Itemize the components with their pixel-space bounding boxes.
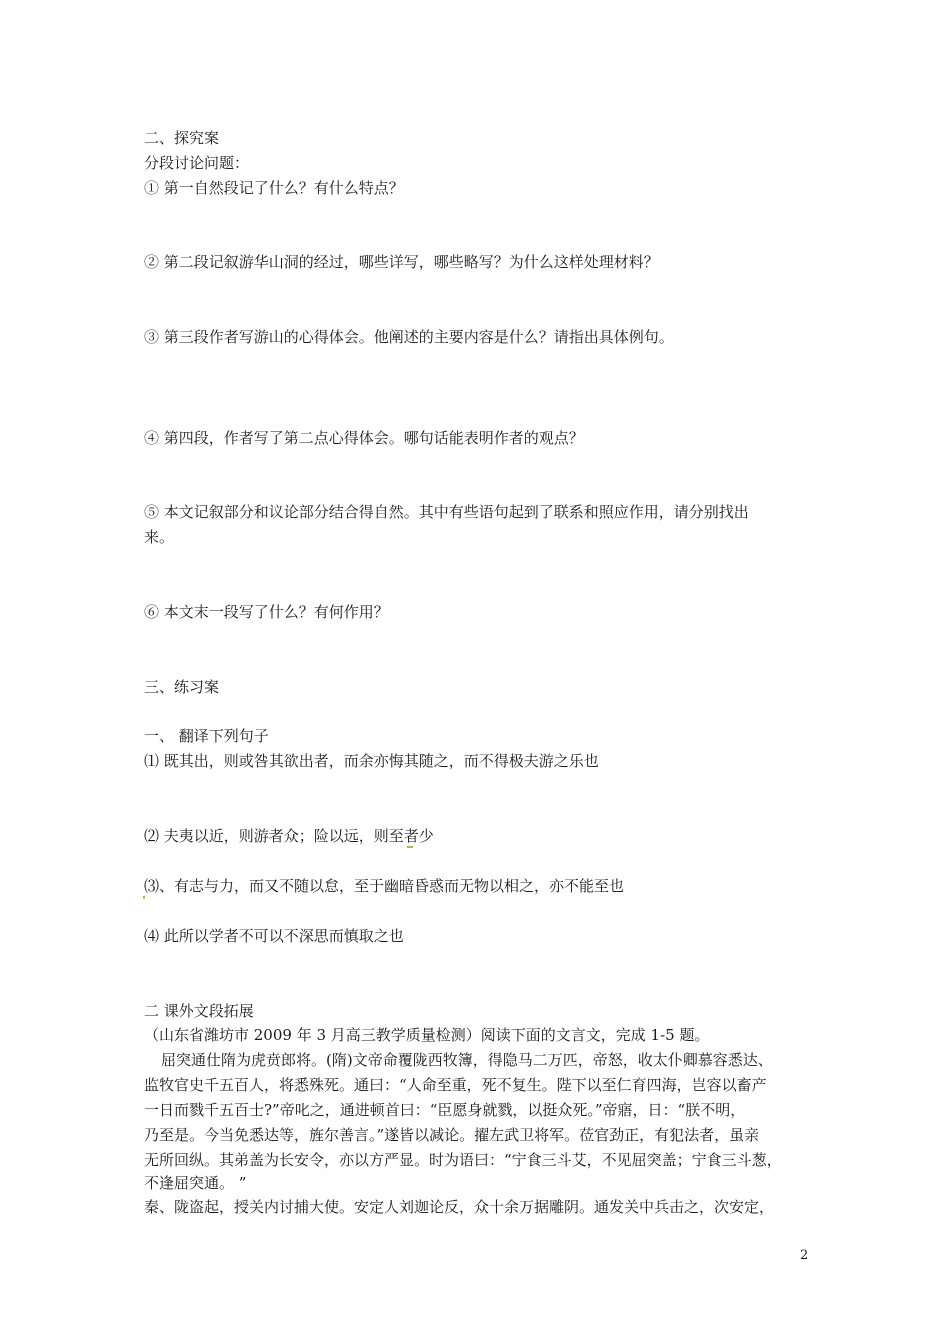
translate-sentence-2: ⑵ 夫夷以近，则游者众；险以远，则至者少: [144, 827, 434, 845]
question-1: ① 第一自然段记了什么？有什么特点？: [144, 179, 404, 197]
section-subheading: 分段讨论问题：: [144, 154, 250, 172]
part-1-heading: 一、 翻译下列句子: [144, 727, 269, 745]
question-3: ③ 第三段作者写游山的心得体会。他阐述的主要内容是什么？请指出具体例句。: [144, 328, 674, 346]
passage-line: 监牧官史千五百人，将悉殊死。通曰：“人命至重，死不复生。陛下以至仁育四海，岂容以畜产: [144, 1076, 767, 1094]
section-heading-practice: 三、练习案: [144, 678, 220, 696]
annotation-mark: [407, 846, 413, 848]
passage-line: 一日而戮千五百士?”帝叱之，通进顿首曰：“臣愿身就戮，以挺众死。”帝寤，日：“朕不明，: [144, 1101, 746, 1119]
passage-line: 不逢屈突通。 ”: [144, 1174, 247, 1192]
annotation-mark: [143, 896, 145, 899]
passage-line: 乃至是。今当免悉达等，旌尔善言。”遂皆以减论。擢左武卫将军。莅官劲正，有犯法者，虽亲: [144, 1126, 760, 1144]
page-number: 2: [800, 1248, 809, 1263]
passage-line: 无所回纵。其弟盖为长安令，亦以方严显。时为语曰：“宁食三斗艾，不见屈突盖；宁食三斗葱，: [144, 1151, 782, 1169]
question-2: ② 第二段记叙游华山洞的经过，哪些详写，哪些略写？为什么这样处理材料？: [144, 253, 659, 271]
question-5-line-2: 来。: [144, 528, 175, 546]
question-5-line-1: ⑤ 本文记叙部分和议论部分结合得自然。其中有些语句起到了联系和照应作用，请分别找出: [144, 503, 749, 521]
question-4: ④ 第四段，作者写了第二点心得体会。哪句话能表明作者的观点？: [144, 429, 584, 447]
passage-line: 屈突通仕隋为虎贲郎将。(隋)文帝命覆陇西牧簿，得隐马二万匹，帝怒，收太仆卿慕容悉达、: [161, 1051, 773, 1069]
passage-source: （山东省潍坊市 2009 年 3 月高三教学质量检测）阅读下面的文言文，完成 1-5 题。: [144, 1026, 710, 1044]
translate-sentence-4: ⑷ 此所以学者不可以不深思而慎取之也: [144, 927, 404, 945]
question-6: ⑥ 本文末一段写了什么？有何作用？: [144, 603, 389, 621]
section-heading-inquiry: 二、探究案: [144, 129, 220, 147]
translate-sentence-1: ⑴ 既其出，则或咎其欲出者，而余亦悔其随之，而不得极夫游之乐也: [144, 752, 599, 770]
passage-line: 秦、陇盗起，授关内讨捕大使。安定人刘迦论反，众十余万据雕阴。通发关中兵击之，次安定，: [144, 1198, 775, 1216]
translate-sentence-3: ⑶、有志与力，而又不随以怠，至于幽暗昏惑而无物以相之，亦不能至也: [144, 877, 625, 895]
part-2-heading: 二 课外文段拓展: [144, 1002, 254, 1020]
